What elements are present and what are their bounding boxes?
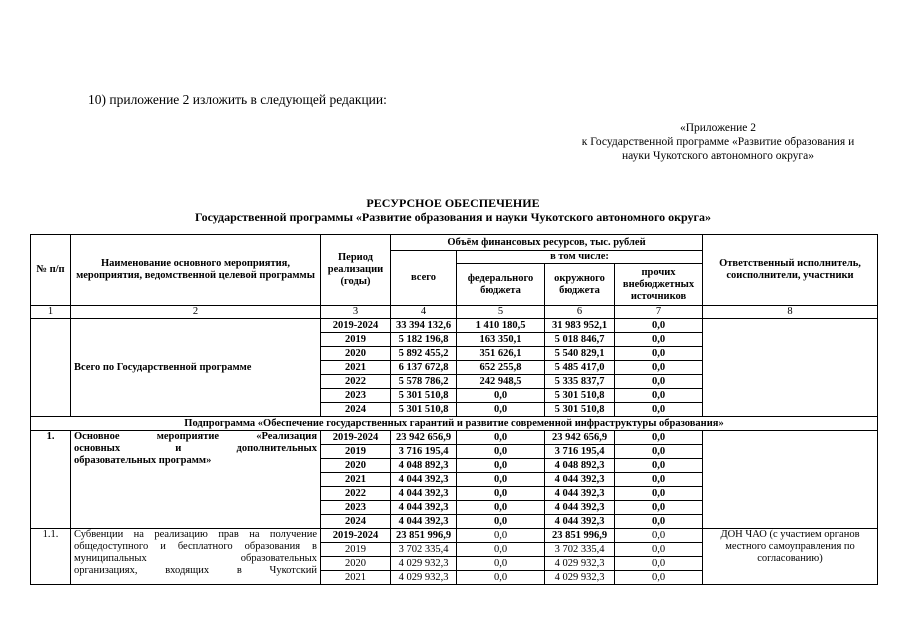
other-cell: 0,0	[615, 557, 703, 571]
period-cell: 2021	[321, 473, 391, 487]
period-cell: 2019-2024	[321, 431, 391, 445]
period-cell: 2024	[321, 515, 391, 529]
table-row	[31, 319, 878, 333]
other-cell: 0,0	[615, 333, 703, 347]
federal-cell: 0,0	[457, 459, 545, 473]
district-cell: 4 044 392,3	[545, 501, 615, 515]
appendix-line: науки Чукотского автономного округа»	[622, 150, 814, 162]
federal-cell: 0,0	[457, 445, 545, 459]
federal-cell: 0,0	[457, 403, 545, 417]
col-number: 1	[31, 306, 71, 319]
other-cell: 0,0	[615, 459, 703, 473]
total-cell: 4 044 392,3	[391, 515, 457, 529]
federal-cell: 242 948,5	[457, 375, 545, 389]
col-number: 5	[457, 306, 545, 319]
item-name-line: Субвенции на реализацию прав на получение	[74, 529, 317, 540]
other-cell: 0,0	[615, 375, 703, 389]
district-cell: 5 301 510,8	[545, 389, 615, 403]
period-cell: 2022	[321, 487, 391, 501]
district-cell: 4 044 392,3	[545, 473, 615, 487]
period-cell: 2021	[321, 361, 391, 375]
district-cell: 5 335 837,7	[545, 375, 615, 389]
district-cell: 3 716 195,4	[545, 445, 615, 459]
federal-cell: 163 350,1	[457, 333, 545, 347]
col-number: 7	[615, 306, 703, 319]
federal-cell: 652 255,8	[457, 361, 545, 375]
district-cell: 4 029 932,3	[545, 571, 615, 585]
header-district: окружного бюджета	[545, 264, 615, 306]
total-cell: 4 044 392,3	[391, 487, 457, 501]
period-cell: 2022	[321, 375, 391, 389]
item-number: 1.1.	[31, 529, 71, 585]
header-other: прочих внебюджетных источников	[615, 264, 703, 306]
federal-cell: 0,0	[457, 557, 545, 571]
period-cell: 2019-2024	[321, 319, 391, 333]
federal-cell: 0,0	[457, 529, 545, 543]
other-cell: 0,0	[615, 543, 703, 557]
header-num: № п/п	[31, 235, 71, 306]
period-cell: 2020	[321, 557, 391, 571]
period-cell: 2019	[321, 543, 391, 557]
other-cell: 0,0	[615, 529, 703, 543]
federal-cell: 351 626,1	[457, 347, 545, 361]
period-cell: 2019-2024	[321, 529, 391, 543]
appendix-note	[548, 121, 888, 163]
total-cell: 4 048 892,3	[391, 459, 457, 473]
col-number: 6	[545, 306, 615, 319]
federal-cell: 0,0	[457, 389, 545, 403]
district-cell: 5 018 846,7	[545, 333, 615, 347]
document-subtitle: Государственной программы «Развитие образования и науки Чукотского автономного округа»	[195, 210, 711, 224]
total-cell: 3 716 195,4	[391, 445, 457, 459]
district-cell: 4 044 392,3	[545, 487, 615, 501]
total-label: Всего по Государственной программе	[71, 319, 321, 417]
district-cell: 31 983 952,1	[545, 319, 615, 333]
col-number: 4	[391, 306, 457, 319]
header-total: всего	[391, 251, 457, 306]
total-cell: 23 942 656,9	[391, 431, 457, 445]
total-cell: 5 578 786,2	[391, 375, 457, 389]
total-cell: 5 182 196,8	[391, 333, 457, 347]
other-cell: 0,0	[615, 347, 703, 361]
other-cell: 0,0	[615, 473, 703, 487]
header-federal: федерального бюджета	[457, 264, 545, 306]
subprogram-title: Подпрограмма «Обеспечение государственных гарантий и развитие современной инфраструктуры образования»	[31, 417, 878, 431]
total-cell: 4 029 932,3	[391, 571, 457, 585]
other-cell: 0,0	[615, 571, 703, 585]
district-cell: 4 029 932,3	[545, 557, 615, 571]
other-cell: 0,0	[615, 319, 703, 333]
other-cell: 0,0	[615, 515, 703, 529]
col-number: 3	[321, 306, 391, 319]
item-name-line: общедоступного и бесплатного образования в	[74, 541, 317, 552]
period-cell: 2023	[321, 501, 391, 515]
item-name-line: организациях, входящих в Чукотский	[74, 565, 317, 576]
appendix-line: к Государственной программе «Развитие образования и	[581, 136, 855, 148]
other-cell: 0,0	[615, 501, 703, 515]
item-name-line: муниципальных образовательных	[74, 553, 317, 564]
resource-table	[30, 234, 878, 585]
district-cell: 4 048 892,3	[545, 459, 615, 473]
period-cell: 2019	[321, 445, 391, 459]
total-cell: 5 301 510,8	[391, 403, 457, 417]
table-row	[31, 529, 878, 543]
col-number: 2	[71, 306, 321, 319]
total-cell: 5 301 510,8	[391, 389, 457, 403]
district-cell: 5 301 510,8	[545, 403, 615, 417]
item-number: 1.	[31, 431, 71, 529]
other-cell: 0,0	[615, 445, 703, 459]
column-number-row	[31, 306, 878, 319]
subprogram-row	[31, 417, 878, 431]
header-volume: Объём финансовых ресурсов, тыс. рублей	[391, 235, 703, 251]
period-cell: 2023	[321, 389, 391, 403]
federal-cell: 1 410 180,5	[457, 319, 545, 333]
header-including: в том числе:	[457, 251, 703, 264]
total-cell: 23 851 996,9	[391, 529, 457, 543]
table-row	[31, 431, 878, 445]
district-cell: 23 942 656,9	[545, 431, 615, 445]
federal-cell: 0,0	[457, 431, 545, 445]
total-cell: 33 394 132,6	[391, 319, 457, 333]
item-name-line: образовательных программ»	[74, 455, 212, 466]
federal-cell: 0,0	[457, 515, 545, 529]
total-cell: 4 044 392,3	[391, 501, 457, 515]
item-name-line: Основное мероприятие «Реализация	[74, 431, 317, 442]
total-cell: 6 137 672,8	[391, 361, 457, 375]
item-responsible: ДОН ЧАО (с участием органов местного самоуправления по согласованию)	[703, 529, 878, 585]
district-cell: 5 485 417,0	[545, 361, 615, 375]
item-name-line: основных и дополнительных	[74, 443, 317, 454]
header-period: Период реализации (годы)	[321, 235, 391, 306]
total-cell: 5 892 455,2	[391, 347, 457, 361]
header-name: Наименование основного мероприятия, мероприятия, ведомственной целевой программы	[71, 235, 321, 306]
document-title: РЕСУРСНОЕ ОБЕСПЕЧЕНИЕ	[366, 196, 540, 210]
appendix-line: «Приложение 2	[679, 122, 757, 134]
other-cell: 0,0	[615, 403, 703, 417]
header-responsible: Ответственный исполнитель, соисполнители, участники	[703, 235, 878, 306]
total-num-cell	[31, 319, 71, 417]
other-cell: 0,0	[615, 431, 703, 445]
other-cell: 0,0	[615, 487, 703, 501]
other-cell: 0,0	[615, 389, 703, 403]
total-cell: 4 029 932,3	[391, 557, 457, 571]
district-cell: 4 044 392,3	[545, 515, 615, 529]
other-cell: 0,0	[615, 361, 703, 375]
federal-cell: 0,0	[457, 473, 545, 487]
federal-cell: 0,0	[457, 571, 545, 585]
district-cell: 23 851 996,9	[545, 529, 615, 543]
item-name	[71, 529, 321, 585]
period-cell: 2019	[321, 333, 391, 347]
federal-cell: 0,0	[457, 501, 545, 515]
period-cell: 2021	[321, 571, 391, 585]
district-cell: 3 702 335,4	[545, 543, 615, 557]
intro-text: 10) приложение 2 изложить в следующей редакции:	[88, 92, 387, 107]
item-name	[71, 431, 321, 529]
period-cell: 2020	[321, 459, 391, 473]
district-cell: 5 540 829,1	[545, 347, 615, 361]
col-number: 8	[703, 306, 878, 319]
total-cell: 4 044 392,3	[391, 473, 457, 487]
item-responsible-cell	[703, 431, 878, 529]
federal-cell: 0,0	[457, 487, 545, 501]
period-cell: 2024	[321, 403, 391, 417]
federal-cell: 0,0	[457, 543, 545, 557]
total-cell: 3 702 335,4	[391, 543, 457, 557]
period-cell: 2020	[321, 347, 391, 361]
total-responsible-cell	[703, 319, 878, 417]
